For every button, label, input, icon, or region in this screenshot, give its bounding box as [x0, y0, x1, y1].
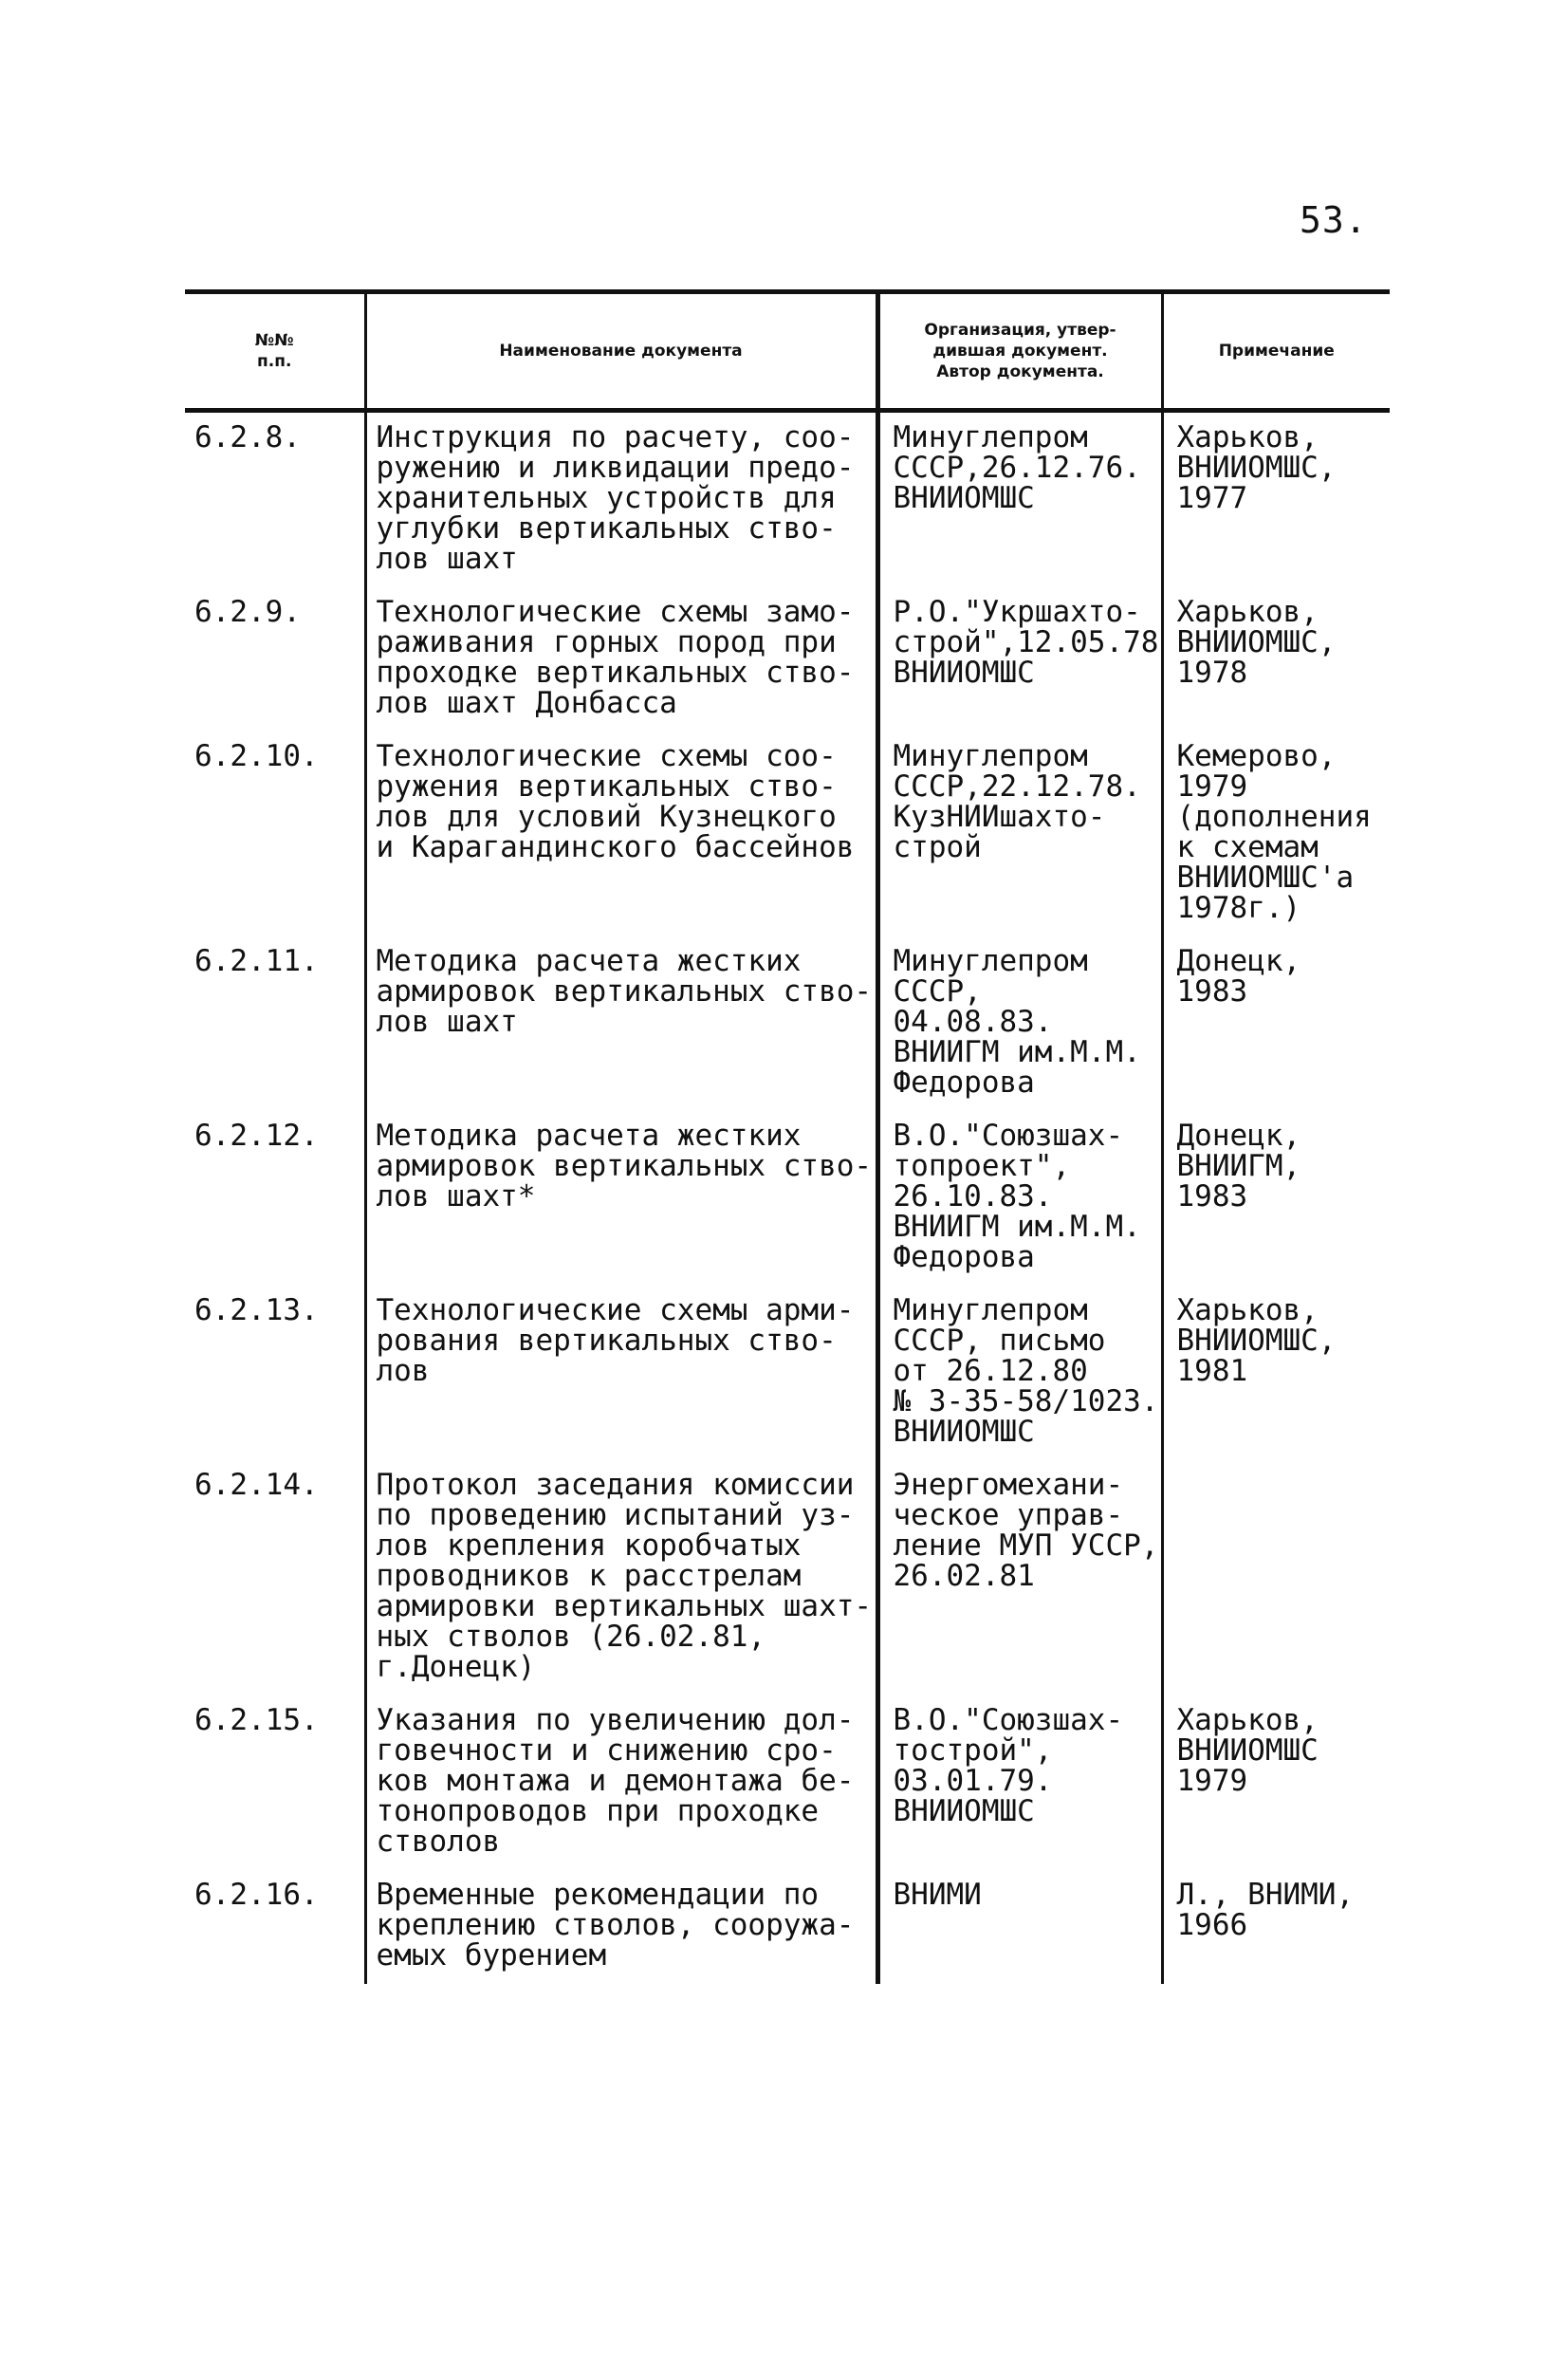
document-organization-line: строй — [893, 830, 982, 864]
document-organization-line: ВНИИОМШС — [893, 1415, 1035, 1449]
document-name-line: Инструкция по расчету, соо- — [376, 420, 855, 454]
table-header — [185, 292, 1390, 411]
document-name-line: Технологические схемы арми- — [376, 1293, 855, 1327]
document-name-line: лов шахт — [376, 1005, 518, 1039]
document-note-line: Харьков, — [1176, 420, 1319, 454]
document-name-line: проходке вертикальных ство- — [376, 656, 855, 690]
header-name-line: Наименование документа — [499, 342, 743, 361]
document-name — [365, 411, 877, 588]
header-row — [185, 292, 1390, 411]
document-organization-line: ВНИИГМ им.М.М. — [893, 1035, 1141, 1069]
document-name — [365, 1460, 877, 1695]
document-organization-line: Федорова — [893, 1240, 1035, 1274]
document-organization-line: 26.10.83. — [893, 1179, 1053, 1214]
document-note-line: ВНИИОМШС, — [1176, 1324, 1337, 1358]
table-row — [185, 936, 1390, 1111]
document-organization-line: ческое управ- — [893, 1498, 1124, 1532]
document-organization-line: Минуглепром — [893, 1293, 1088, 1327]
document-name-line: лов — [376, 1354, 430, 1388]
document-organization-line: Минуглепром — [893, 944, 1088, 978]
document-name-line: лов крепления коробчатых — [376, 1529, 802, 1563]
document-organization-line: 03.01.79. — [893, 1764, 1053, 1798]
document-name-line: стволов — [376, 1825, 501, 1859]
document-name — [365, 732, 877, 936]
table-row — [185, 1870, 1390, 1984]
document-organization-line: Р.О."Укршахто- — [893, 595, 1141, 629]
document-note-line: ВНИИГМ, — [1176, 1149, 1301, 1183]
document-organization — [877, 411, 1162, 588]
header-note-line: Примечание — [1218, 342, 1335, 361]
document-organization-line: СССР, — [893, 974, 982, 1009]
document-organization-line: № 3-35-58/1023. — [893, 1384, 1159, 1418]
document-note — [1162, 1460, 1390, 1695]
document-name-line: г.Донецк) — [376, 1650, 536, 1684]
document-name-line: креплению стволов, сооружа- — [376, 1908, 855, 1942]
document-name — [365, 1111, 877, 1286]
table-row — [185, 1286, 1390, 1460]
document-name — [365, 1870, 877, 1984]
document-note-line: Харьков, — [1176, 1293, 1319, 1327]
document-note-line: ВНИИОМШС'а — [1176, 861, 1355, 895]
document-note-line: ВНИИОМШС — [1176, 1733, 1319, 1768]
document-organization-line: ВНИИГМ им.М.М. — [893, 1210, 1141, 1244]
document-note-line: к схемам — [1176, 830, 1319, 864]
document-organization — [877, 1695, 1162, 1870]
document-name-line: по проведению испытаний уз- — [376, 1498, 855, 1532]
document-note-line: 1977 — [1176, 481, 1248, 515]
document-note — [1162, 1111, 1390, 1286]
document-note-line: Харьков, — [1176, 595, 1319, 629]
document-note-line: (дополнения — [1176, 800, 1372, 834]
document-note-line: Харьков, — [1176, 1703, 1319, 1737]
table-row — [185, 1695, 1390, 1870]
header-org — [877, 292, 1162, 411]
header-num — [185, 292, 365, 411]
header-num-line: №№ — [254, 331, 294, 350]
row-number: 6.2.16. — [185, 1870, 365, 1984]
document-note-line: 1983 — [1176, 1179, 1248, 1214]
header-num-line: п.п. — [257, 352, 292, 371]
document-name-line: Технологические схемы соо- — [376, 739, 837, 773]
document-name-line: раживания горных пород при — [376, 625, 837, 659]
document-organization-line: ление МУП УССР, — [893, 1529, 1159, 1563]
document-organization — [877, 732, 1162, 936]
document-name-line: армировок вертикальных ство- — [376, 1149, 873, 1183]
document-name-line: тонопроводов при проходке — [376, 1794, 820, 1828]
document-note-line: ВНИИОМШС, — [1176, 625, 1337, 659]
document-organization — [877, 587, 1162, 732]
row-number: 6.2.8. — [185, 411, 365, 588]
document-organization-line: Энергомехани- — [893, 1468, 1124, 1502]
document-note-line: Донецк, — [1176, 1119, 1301, 1153]
document-name-line: армировок вертикальных ство- — [376, 974, 873, 1009]
table-body — [185, 411, 1390, 1985]
row-number: 6.2.12. — [185, 1111, 365, 1286]
document-organization-line: КузНИИшахто- — [893, 800, 1106, 834]
document-name-line: углубки вертикальных ство- — [376, 511, 837, 546]
document-organization-line: ВНИИОМШС — [893, 481, 1035, 515]
header-org-line: Организация, утвер- — [924, 321, 1116, 340]
document-name-line: Технологические схемы замо- — [376, 595, 855, 629]
document-name-line: ружению и ликвидации предо- — [376, 451, 855, 485]
document-organization-line: строй",12.05.78 — [893, 625, 1159, 659]
document-name-line: емых бурением — [376, 1938, 607, 1973]
header-org-line: дившая документ. — [932, 342, 1108, 361]
document-organization-line: ВНИМИ — [893, 1878, 982, 1912]
document-note-line: 1979 — [1176, 769, 1248, 804]
document-organization-line: СССР,26.12.76. — [893, 451, 1141, 485]
row-number: 6.2.11. — [185, 936, 365, 1111]
document-note-line: Л., ВНИМИ, — [1176, 1878, 1355, 1912]
document-organization-line: ВНИИОМШС — [893, 656, 1035, 690]
page-number: 53. — [1300, 199, 1368, 241]
document-organization — [877, 1111, 1162, 1286]
document-name-line: проводников к расстрелам — [376, 1559, 802, 1593]
documents-table — [185, 289, 1390, 1984]
document-name-line: и Карагандинского бассейнов — [376, 830, 855, 864]
table-row — [185, 411, 1390, 588]
document-note — [1162, 936, 1390, 1111]
document-note-line: 1983 — [1176, 974, 1248, 1009]
document-name-line: ных стволов (26.02.81, — [376, 1620, 766, 1654]
header-org-line: Автор документа. — [936, 362, 1104, 381]
document-note — [1162, 587, 1390, 732]
document-organization-line: от 26.12.80 — [893, 1354, 1088, 1388]
document-name-line: лов для условий Кузнецкого — [376, 800, 837, 834]
document-note — [1162, 1870, 1390, 1984]
document-name-line: ружения вертикальных ство- — [376, 769, 837, 804]
document-name-line: ков монтажа и демонтажа бе- — [376, 1764, 855, 1798]
document-organization-line: СССР, письмо — [893, 1324, 1106, 1358]
document-note — [1162, 411, 1390, 588]
document-note-line: Кемерово, — [1176, 739, 1337, 773]
document-organization-line: Минуглепром — [893, 420, 1088, 454]
document-organization-line: В.О."Союзшах- — [893, 1703, 1124, 1737]
table-row — [185, 732, 1390, 936]
document-note-line: ВНИИОМШС, — [1176, 451, 1337, 485]
document-name — [365, 1286, 877, 1460]
document-note — [1162, 732, 1390, 936]
document-name-line: лов шахт — [376, 542, 518, 576]
document-note-line: 1979 — [1176, 1764, 1248, 1798]
table-row — [185, 587, 1390, 732]
document-name-line: Указания по увеличению дол- — [376, 1703, 855, 1737]
document-organization-line: тострой", — [893, 1733, 1053, 1768]
document-note — [1162, 1695, 1390, 1870]
document-organization-line: СССР,22.12.78. — [893, 769, 1141, 804]
row-number: 6.2.14. — [185, 1460, 365, 1695]
document-organization-line: топроект", — [893, 1149, 1071, 1183]
document-name-line: армировки вертикальных шахт- — [376, 1589, 873, 1623]
document-organization-line: 04.08.83. — [893, 1005, 1053, 1039]
document-note-line: 1978 — [1176, 656, 1248, 690]
row-number: 6.2.10. — [185, 732, 365, 936]
document-organization-line: Федорова — [893, 1065, 1035, 1100]
document-name — [365, 587, 877, 732]
table-row — [185, 1111, 1390, 1286]
document-name — [365, 1695, 877, 1870]
document-name-line: рования вертикальных ство- — [376, 1324, 837, 1358]
document-name-line: Временные рекомендации по — [376, 1878, 820, 1912]
document-name-line: Методика расчета жестких — [376, 944, 802, 978]
row-number: 6.2.13. — [185, 1286, 365, 1460]
table-row — [185, 1460, 1390, 1695]
document-name-line: говечности и снижению сро- — [376, 1733, 837, 1768]
document-organization-line: ВНИИОМШС — [893, 1794, 1035, 1828]
header-note — [1162, 292, 1390, 411]
document-organization — [877, 1870, 1162, 1984]
document-name-line: Методика расчета жестких — [376, 1119, 802, 1153]
row-number: 6.2.15. — [185, 1695, 365, 1870]
document-organization-line: Минуглепром — [893, 739, 1088, 773]
document-name — [365, 936, 877, 1111]
document-organization — [877, 1460, 1162, 1695]
document-note-line: 1981 — [1176, 1354, 1248, 1388]
document-note-line: 1966 — [1176, 1908, 1248, 1942]
document-organization-line: В.О."Союзшах- — [893, 1119, 1124, 1153]
document-organization — [877, 1286, 1162, 1460]
document-note — [1162, 1286, 1390, 1460]
document-name-line: хранительных устройств для — [376, 481, 837, 515]
row-number: 6.2.9. — [185, 587, 365, 732]
document-name-line: Протокол заседания комиссии — [376, 1468, 855, 1502]
document-name-line: лов шахт* — [376, 1179, 536, 1214]
document-note-line: Донецк, — [1176, 944, 1301, 978]
header-name — [365, 292, 877, 411]
document-note-line: 1978г.) — [1176, 891, 1301, 925]
document-organization-line: 26.02.81 — [893, 1559, 1035, 1593]
document-organization — [877, 936, 1162, 1111]
document-name-line: лов шахт Донбасса — [376, 686, 677, 720]
